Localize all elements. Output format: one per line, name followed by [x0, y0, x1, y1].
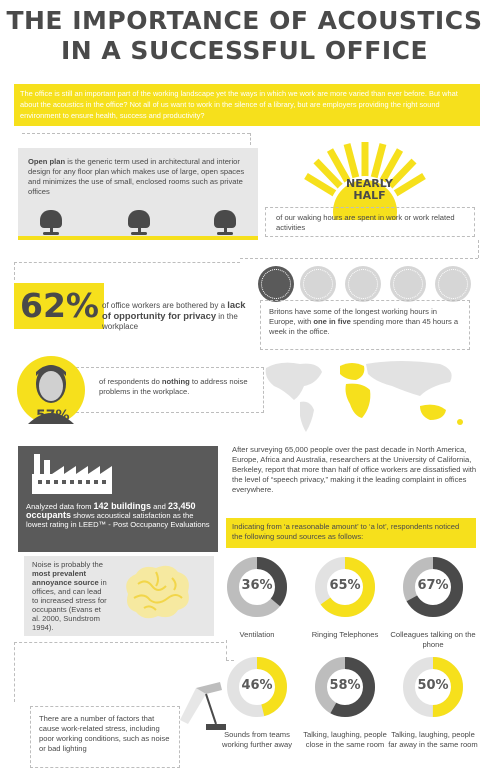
- noise-post: in offices, and can lead to increased stress for occupants (Evans et al. 2000, Sundstrom 1994).: [32, 578, 107, 632]
- factory-icon: [30, 452, 120, 496]
- donut-chart: [314, 556, 376, 618]
- stat-57-value: 57%: [36, 408, 70, 424]
- waking-hours-callout: of our waking hours are spent in work or work related activities: [265, 207, 475, 237]
- clock-icon: [300, 266, 336, 302]
- donut-chart: [226, 556, 288, 618]
- donut-value: 36%: [241, 578, 273, 593]
- clock-icon: [258, 266, 294, 302]
- stat-57-post: to address noise problems in the workplace.: [99, 377, 248, 396]
- clock-icon: [390, 266, 426, 302]
- page-title: [0, 6, 489, 66]
- open-plan-term: Open plan: [28, 157, 66, 166]
- yellow-underline: [18, 236, 258, 240]
- leed-buildings: 142 buildings: [93, 501, 152, 511]
- nearly-half-heading: [346, 178, 393, 202]
- connector-line: [14, 642, 224, 643]
- leed-text: [26, 502, 216, 529]
- survey-paragraph: After surveying 65,000 people over the past decade in North America, Europe, Africa and Australia, researchers at the University of California, Berkeley, report that more than half of office workers are dissatisfied with the level of “speech privacy,” making it the leading complaint in offices everywhere.: [232, 445, 477, 494]
- stat-57-pre: of respondents do: [99, 377, 162, 386]
- stat-62-post: in the workplace: [102, 312, 238, 331]
- desk-lamp-icon: [176, 680, 232, 736]
- clock-icon: [435, 266, 471, 302]
- office-chair-icon: [128, 210, 150, 236]
- factory-panel: [18, 446, 218, 552]
- connector-line: [14, 262, 240, 263]
- leed-mid: and: [151, 502, 168, 511]
- sound-sources-intro: Indicating from ‘a reasonable amount’ to ‘a lot’, respondents noticed the following sound sources as follows:: [226, 518, 476, 548]
- noise-text: [32, 560, 108, 632]
- noise-panel: [24, 556, 214, 636]
- donut-chart: [402, 556, 464, 618]
- donut-label: Ventilation: [239, 630, 275, 639]
- connector-line: [14, 642, 15, 702]
- intro-banner: The office is still an important part of the working landscape yet the ways in which we work are more varied than ever before. But what about the acoustics in the office? Not all of us want to work in the silence of a library, but are employers providing the right sound environment to ensure health, success and productivity?: [14, 84, 480, 126]
- brain-icon: [120, 564, 194, 622]
- donut-chart: [314, 656, 376, 718]
- connector-line: [22, 133, 250, 134]
- connector-line: [14, 262, 15, 280]
- office-chair-icon: [214, 210, 236, 236]
- stat-57-bold: nothing: [161, 377, 190, 386]
- donut-label: Talking, laughing, people far away in the same room: [388, 730, 478, 749]
- open-plan-definition: is the generic term used in architectural and interior design for any floor plan which makes use of large, open spaces and minimizes the use of small, enclosed rooms such as private offices: [28, 157, 245, 196]
- leed-post: shows acoustical satisfaction as the lowest rating in LEED™ - Post Occupancy Evaluations: [26, 511, 210, 529]
- title-line-1: THE IMPORTANCE OF ACOUSTICS: [6, 6, 483, 35]
- clock-icon: [345, 266, 381, 302]
- nearly-text: NEARLY: [346, 177, 393, 190]
- donut-label: Colleagues talking on the phone: [390, 630, 476, 649]
- donut-value: 46%: [241, 678, 273, 693]
- donut-label: Ringing Telephones: [311, 630, 379, 639]
- britons-text-post: spending more than 45 hours a week in the office.: [269, 317, 459, 336]
- noise-bold: most prevalent annoyance source: [32, 569, 99, 587]
- stat-62-pre: of office workers are bothered by a: [102, 301, 226, 310]
- donut-label: Talking, laughing, people close in the same room: [303, 730, 387, 749]
- connector-line: [478, 240, 479, 258]
- britons-text-bold: one in five: [313, 317, 351, 326]
- connector-line: [250, 133, 251, 145]
- donut-chart: [226, 656, 288, 718]
- stat-62-bold: lack of opportunity for privacy: [102, 299, 246, 321]
- stress-factors-callout: There are a number of factors that cause work-related stress, including poor working conditions, such as noise or bad lighting: [30, 706, 180, 768]
- britons-text-pre: Britons have some of the longest working hours in Europe, with: [269, 307, 437, 326]
- leed-pre: Analyzed data from: [26, 502, 94, 511]
- donut-value: 67%: [417, 578, 449, 593]
- donut-chart: [402, 656, 464, 718]
- connector-line: [240, 258, 478, 259]
- britons-callout: [260, 300, 470, 350]
- open-plan-panel: [18, 148, 258, 238]
- donut-value: 50%: [417, 678, 449, 693]
- donut-value: 58%: [329, 678, 361, 693]
- open-plan-text: [28, 157, 248, 197]
- nothing-callout: [76, 367, 264, 413]
- stat-62-text: [102, 300, 252, 332]
- title-line-2: IN A SUCCESSFUL OFFICE: [60, 36, 429, 65]
- donut-label: Sounds from teams working further away: [221, 730, 293, 749]
- stat-62-value: 62%: [20, 286, 99, 325]
- leed-occupants: 23,450 occupants: [26, 501, 196, 520]
- donut-value: 65%: [329, 578, 361, 593]
- office-chair-icon: [40, 210, 62, 236]
- noise-pre: Noise is probably the: [32, 560, 103, 569]
- half-text: HALF: [353, 189, 386, 202]
- world-map-image: [260, 356, 480, 436]
